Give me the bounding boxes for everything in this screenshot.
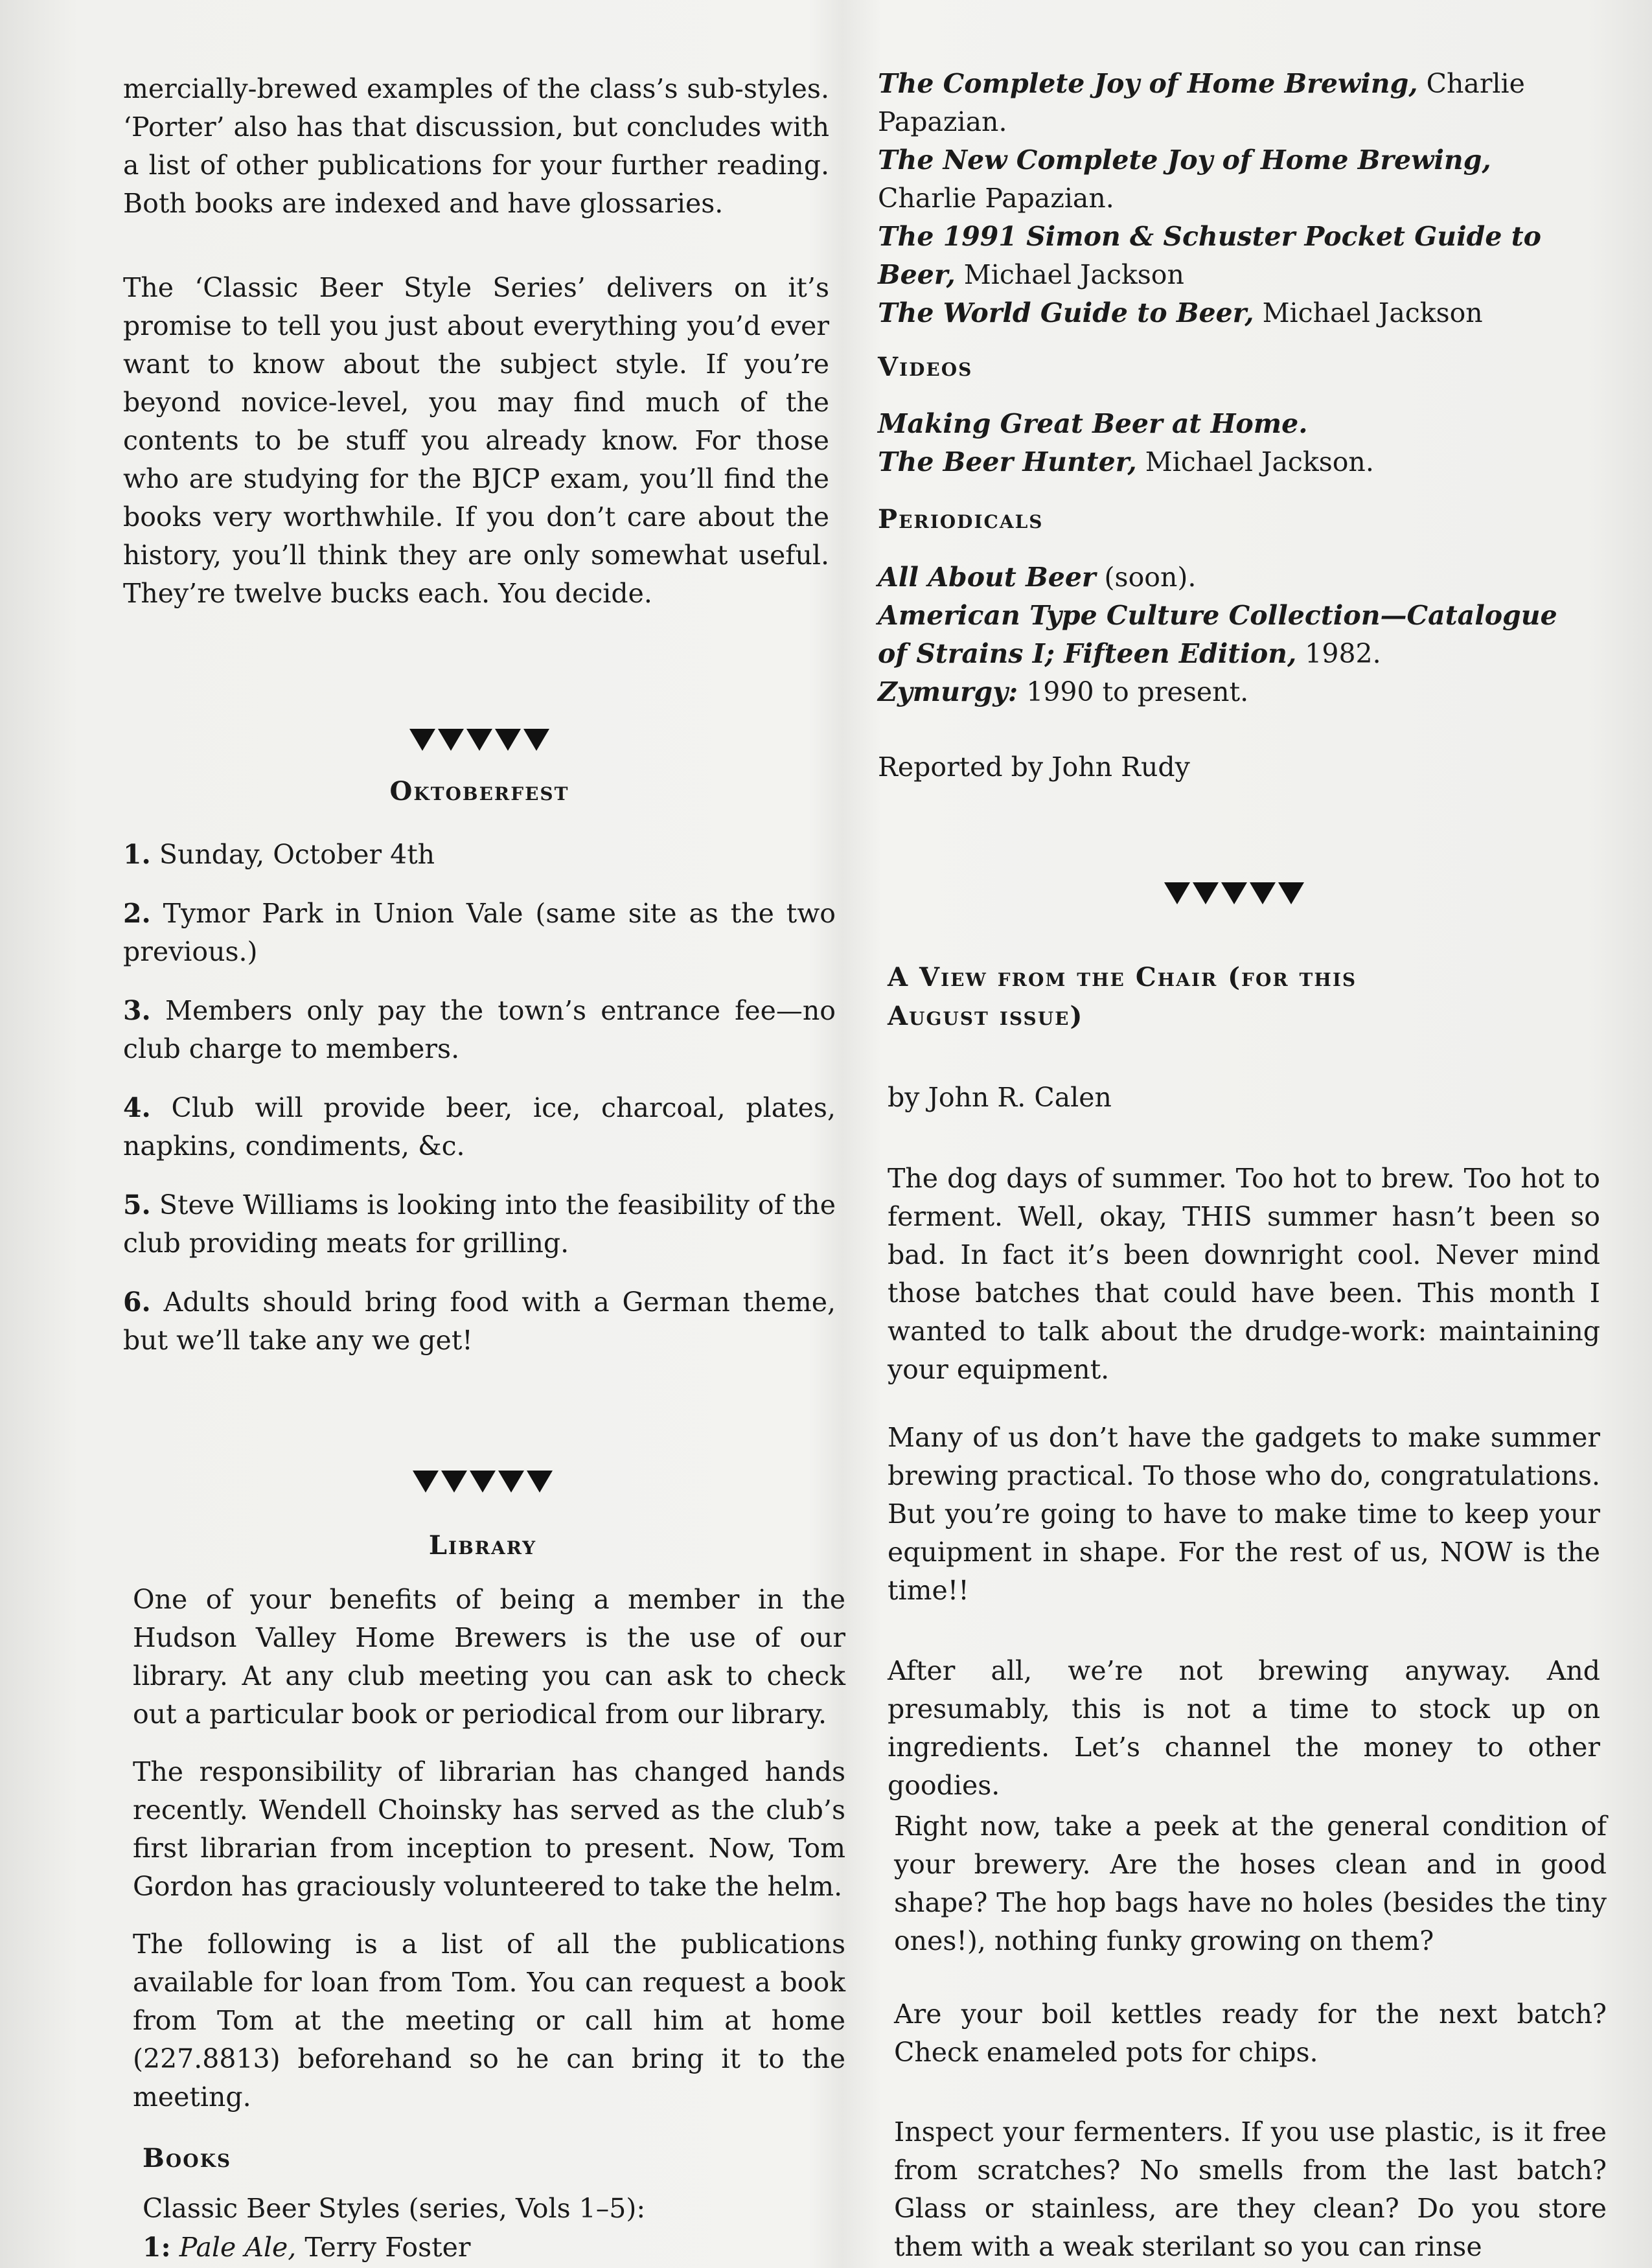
list-item: 5. Steve Williams is looking into the feasibility of the club providing meats for grilling. (123, 1189, 836, 1259)
library-paragraph: The following is a list of all the publications available for loan from Tom. You can request a book from Tom at the meeting or call him at home (227.8813) beforehand so he can bring it to the meeting. (133, 1929, 845, 2113)
list-item: The Beer Hunter, Michael Jackson. (878, 446, 1374, 477)
oktoberfest-title: Oktoberfest (389, 776, 569, 807)
section-divider-triangles (123, 1471, 842, 1496)
videos-title: Videos (878, 352, 973, 382)
section-divider-triangles (878, 882, 1590, 908)
books-series-line: Classic Beer Styles (series, Vols 1–5): (143, 2193, 646, 2224)
videos-list (878, 405, 1590, 481)
list-item: 3. Members only pay the town’s entrance fee—no club charge to members. (123, 995, 836, 1064)
list-item: Making Great Beer at Home. (878, 408, 1308, 439)
books-series-item: 1: Pale Ale, Terry Foster (143, 2232, 471, 2263)
library-paragraph: The responsibility of librarian has changed hands recently. Wendell Choinsky has served as the club’s first librarian from inception to present. Now, Tom Gordon has graciously volunteered to take the helm. (133, 1756, 845, 1902)
list-item: The World Guide to Beer, Michael Jackson (878, 297, 1483, 328)
chair-paragraph: Many of us don’t have the gadgets to make summer brewing practical. To those who do, congratulations. But you’re going to have to make time to keep your equipment in shape. For the rest of us, NOW is the time!! (888, 1422, 1600, 1606)
section-divider-triangles (123, 729, 836, 755)
list-item: American Type Culture Collection—Catalogue of Strains I; Fifteen Edition, 1982. (878, 600, 1557, 669)
chair-paragraph: Right now, take a peek at the general condition of your brewery. Are the hoses clean and in good shape? The hop bags have no holes (besides the tiny ones!), nothing funky growing on them? (894, 1811, 1607, 1956)
list-item: The New Complete Joy of Home Brewing, Charlie Papazian. (878, 144, 1491, 214)
chair-byline: by John R. Calen (888, 1082, 1112, 1113)
periodicals-title: Periodicals (878, 504, 1044, 534)
books-title: Books (143, 2143, 232, 2173)
chair-paragraph: Are your boil kettles ready for the next batch? Check enameled pots for chips. (894, 1999, 1607, 2068)
list-item: The Complete Joy of Home Brewing, Charlie Papazian. (878, 68, 1525, 137)
list-item: 6. Adults should bring food with a German theme, but we’ll take any we get! (123, 1287, 836, 1356)
library-paragraph: One of your benefits of being a member in the Hudson Valley Home Brewers is the use of our library. At any club meeting you can ask to check out a particular book or periodical from our library. (133, 1584, 845, 1730)
list-item: All About Beer (soon). (878, 562, 1197, 593)
library-title: Library (428, 1530, 537, 1561)
list-item: The 1991 Simon & Schuster Pocket Guide to Beer, Michael Jackson (878, 221, 1541, 290)
list-item: Zymurgy: 1990 to present. (878, 676, 1249, 707)
oktoberfest-list (123, 836, 836, 1360)
periodicals-list (878, 558, 1590, 711)
books-list (878, 65, 1590, 332)
list-item: 2. Tymor Park in Union Vale (same site as the two previous.) (123, 898, 836, 967)
chair-paragraph: The dog days of summer. Too hot to brew. Too hot to ferment. Well, okay, THIS summer hasn’t been so bad. In fact it’s been downright cool. Never mind those batches that could have been. This month I wanted to talk about the drudge-work: maintaining your equipment. (888, 1163, 1600, 1385)
reported-by: Reported by John Rudy (878, 751, 1190, 783)
chair-title-line2: August issue) (888, 1001, 1084, 1031)
series-paragraph: The ‘Classic Beer Style Series’ delivers on it’s promise to tell you just about everything you’d ever want to know about the subject style. If you’re beyond novice-level, you may find much of the contents to be stuff you already know. For those who are studying for the BJCP exam, you’ll find the books very worthwhile. If you don’t care about the history, you’ll think they are only somewhat useful. They’re twelve bucks each. You decide. (123, 272, 829, 609)
list-item: 1. Sunday, October 4th (123, 839, 435, 870)
chair-paragraph: After all, we’re not brewing anyway. And presumably, this is not a time to stock up on ingredients. Let’s channel the money to other goodies. (888, 1655, 1600, 1801)
intro-paragraph: mercially-brewed examples of the class’s sub-styles. ‘Porter’ also has that discussion, but concludes with a list of other publications for your further reading. Both books are indexed and have glossaries. (123, 73, 829, 219)
chair-paragraph: Inspect your fermenters. If you use plastic, is it free from scratches? No smells from the last batch? Glass or stainless, are they clean? Do you store them with a weak sterilant so you can rinse (894, 2116, 1607, 2262)
library-section (133, 1581, 845, 2116)
list-item: 4. Club will provide beer, ice, charcoal, plates, napkins, condiments, &c. (123, 1092, 836, 1162)
chair-title-line1: A View from the Chair (for this (888, 962, 1357, 992)
